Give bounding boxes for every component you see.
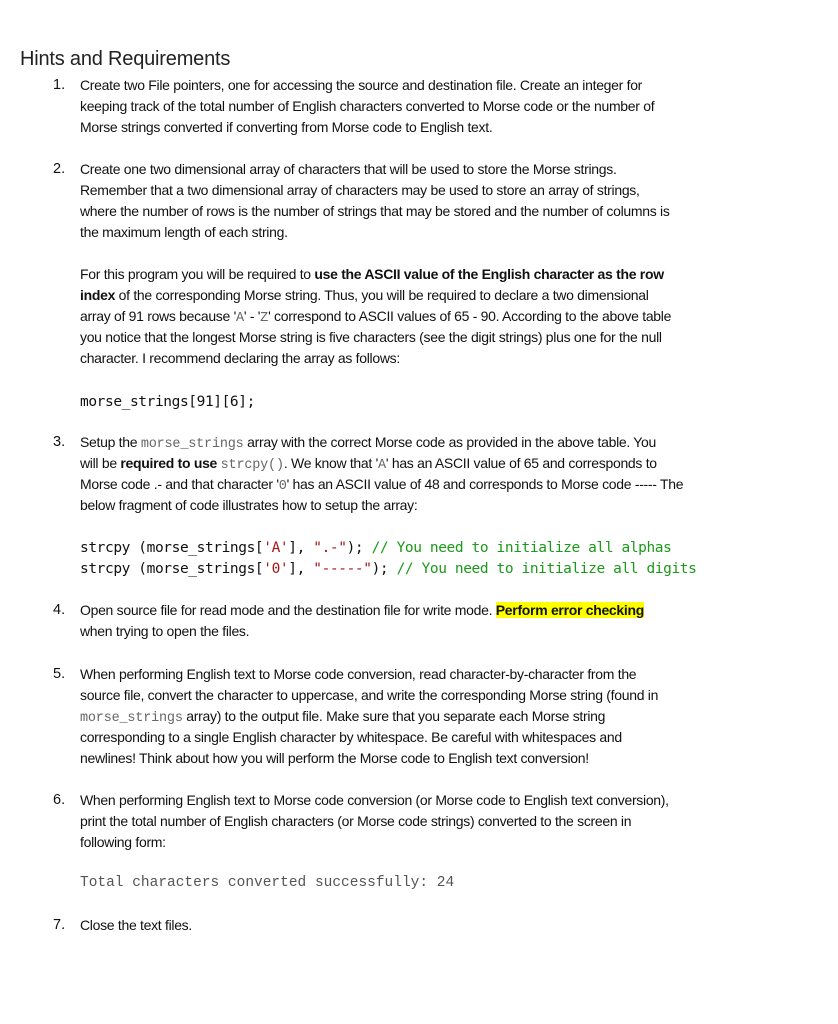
text-segment: Close the text files. [80, 917, 192, 933]
text-line [80, 392, 255, 413]
item-text [80, 664, 658, 769]
list-number: 3. [53, 434, 66, 450]
text-segment: will be [80, 455, 121, 471]
text-line [80, 348, 671, 369]
text-line [80, 685, 658, 706]
text-segment: ".-" [313, 540, 347, 556]
text-line [80, 664, 658, 685]
text-segment: // You need to initialize all alphas [371, 540, 672, 556]
text-line [80, 474, 683, 495]
inline-code: 0 [278, 479, 287, 494]
text-line [80, 75, 654, 96]
text-line [80, 727, 658, 748]
text-segment: print the total number of English characters (or Morse code strings) converted to the screen in [80, 813, 632, 829]
text-segment: ' has an ASCII value of 48 and corresponds to Morse code ----- The [286, 476, 684, 492]
item-text [80, 264, 671, 369]
item-text [80, 392, 255, 413]
text-segment: the maximum length of each string. [80, 224, 288, 240]
text-line [80, 180, 670, 201]
text-segment: source file, convert the character to uppercase, and write the corresponding Morse string (found in [80, 687, 659, 703]
text-line [80, 873, 454, 894]
text-segment: character. I recommend declaring the array as follows: [80, 350, 400, 366]
item-text [80, 159, 670, 243]
text-segment: ' - ' [243, 308, 261, 324]
text-segment: array with the correct Morse code as provided in the above table. You [243, 434, 657, 450]
inline-code: A [377, 458, 386, 473]
text-segment: ' correspond to ASCII values of 65 - 90. According to the above table [268, 308, 672, 324]
text-segment: ); [346, 540, 372, 556]
text-line [80, 159, 670, 180]
text-segment: where the number of rows is the number of strings that may be stored and the number of columns is [80, 203, 670, 219]
text-segment: Create two File pointers, one for accessing the source and destination file. Create an integer for [80, 77, 643, 93]
item-text [80, 915, 192, 936]
item-text [80, 432, 683, 516]
text-segment: ' has an ASCII value of 65 and corresponds to [385, 455, 657, 471]
item-text [80, 790, 669, 853]
text-segment: Remember that a two dimensional array of characters may be used to store an array of strings, [80, 182, 640, 198]
text-segment: when trying to open the files. [80, 623, 250, 639]
text-segment: ); [371, 561, 397, 577]
inline-code: morse_strings [80, 711, 183, 726]
text-segment: For this program you will be required to [80, 266, 315, 282]
text-line [80, 306, 671, 327]
text-line [80, 832, 669, 853]
text-segment: Create one two dimensional array of characters that will be used to store the Morse strings. [80, 161, 617, 177]
text-line [80, 285, 671, 306]
text-segment: Morse strings converted if converting from Morse code to English text. [80, 119, 493, 135]
text-line [80, 201, 670, 222]
text-line [80, 559, 696, 580]
text-segment: "-----" [313, 561, 372, 577]
inline-code: A [235, 311, 244, 326]
text-line [80, 327, 671, 348]
list-number: 5. [53, 666, 66, 682]
highlighted-text: Perform error checking [495, 602, 644, 618]
text-line [80, 538, 696, 559]
text-segment: ], [288, 540, 314, 556]
text-segment: '0' [263, 561, 289, 577]
inline-code: strcpy() [220, 458, 284, 473]
inline-code: morse_strings [140, 437, 244, 452]
item-text [80, 873, 454, 894]
list-number: 7. [53, 917, 66, 933]
text-line [80, 811, 669, 832]
text-segment: Setup the [80, 434, 141, 450]
section-heading: Hints and Requirements [20, 48, 231, 70]
text-line [80, 96, 654, 117]
list-number: 4. [53, 602, 66, 618]
list-number: 1. [53, 77, 66, 93]
text-line [80, 432, 683, 453]
bold-text: use the ASCII value of the English character as the row [314, 266, 664, 282]
text-segment: corresponding to a single English character by whitespace. Be careful with whitespaces and [80, 729, 622, 745]
text-segment: ], [288, 561, 314, 577]
text-line [80, 706, 658, 727]
text-segment: array of 91 rows because ' [80, 308, 236, 324]
text-segment: . We know that ' [283, 455, 378, 471]
text-line [80, 600, 644, 621]
item-text [80, 538, 696, 580]
text-segment: 'A' [263, 540, 289, 556]
text-segment: below fragment of code illustrates how to setup the array: [80, 497, 418, 513]
text-line [80, 264, 671, 285]
text-segment: When performing English text to Morse code conversion, read character-by-character from the [80, 666, 637, 682]
text-line [80, 748, 658, 769]
bold-text: required to use [120, 455, 218, 471]
text-segment: Total characters converted successfully: 24 [80, 875, 455, 891]
text-segment: following form: [80, 834, 166, 850]
text-line [80, 621, 644, 642]
item-text [80, 600, 644, 642]
item-text [80, 75, 654, 138]
text-segment: When performing English text to Morse code conversion (or Morse code to English text conversion), [80, 792, 669, 808]
list-number: 2. [53, 161, 66, 177]
text-segment: of the corresponding Morse string. Thus, you will be required to declare a two dimensional [115, 287, 649, 303]
list-number: 6. [53, 792, 66, 808]
text-line [80, 915, 192, 936]
text-segment: // You need to initialize all digits [396, 561, 697, 577]
text-line [80, 453, 683, 474]
bold-text: index [80, 287, 116, 303]
text-line [80, 790, 669, 811]
text-segment: Open source file for read mode and the destination file for write mode. [80, 602, 496, 618]
text-line [80, 495, 683, 516]
text-segment: Morse code .- and that character ' [80, 476, 279, 492]
text-segment: you notice that the longest Morse string is five characters (see the digit strings) plus one for the null [80, 329, 662, 345]
text-segment: strcpy (morse_strings[ [80, 561, 264, 577]
text-segment: keeping track of the total number of English characters converted to Morse code or the number of [80, 98, 655, 114]
text-segment: array) to the output file. Make sure that you separate each Morse string [182, 708, 606, 724]
text-segment: newlines! Think about how you will perform the Morse code to English text conversion! [80, 750, 589, 766]
text-line [80, 117, 654, 138]
text-line [80, 222, 670, 243]
text-segment: morse_strings[91][6]; [80, 394, 255, 410]
text-segment: strcpy (morse_strings[ [80, 540, 264, 556]
inline-code: Z [260, 311, 269, 326]
